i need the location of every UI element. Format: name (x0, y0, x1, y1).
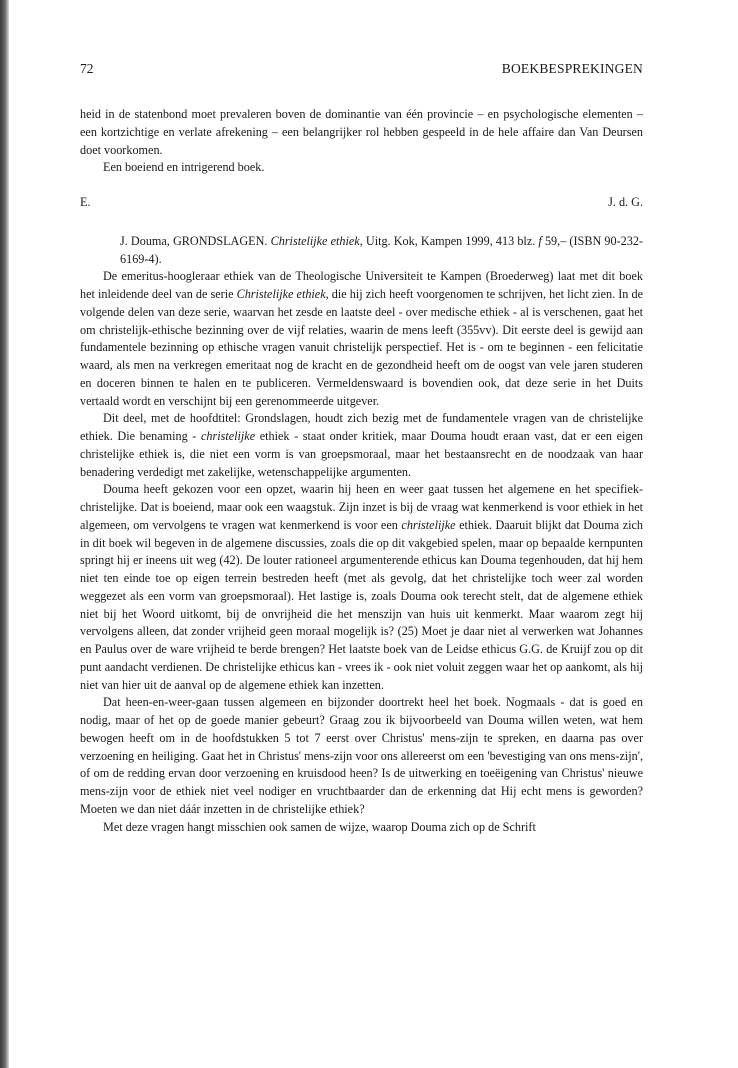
review-publisher: Uitg. Kok, Kampen 1999, 413 blz. (362, 233, 539, 248)
review-price-isbn: 59,– (ISBN 90-232-6169-4). (120, 233, 643, 266)
prev-review-signature (80, 194, 643, 212)
review-price-symbol: f (538, 233, 542, 248)
text-run: die hij zich heeft voorgenomen te schrijven, het licht zien. In de volgende delen van deze serie, waarvan het zesde en laatste deel - over medische ethiek - al is verschenen, gaat het om christelijk-ethische bezinning over de vijf relaties, waarin de mens leeft (355vv). Dit eerste deel is gewijd aan fundamentele bezinning op ethische vragen vanuit christelijk perspectief. Het is - om te beginnen - een felicitatie waard, als men na verkregen emeritaat nog de kracht en de gezondheid heeft om de oogst van vele jaren studeren en doceren binnen te halen en te publiceren. Vermeldenswaard is bovendien ook, dat deze serie in het Duits vertaald wordt en verschijnt bij een gerenommeerde uitgever. (80, 287, 643, 408)
page-header (80, 60, 643, 82)
page-number: 72 (80, 61, 94, 76)
running-title: BOEKBESPREKINGEN (501, 61, 643, 76)
review-paragraph-4: Dat heen-en-weer-gaan tussen algemeen en bijzonder doortrekt heel het boek. Nogmaals - dat is goed en nodig, maar of het op de goede manier gebeurt? Graag zou ik bijvoorbeeld van Douma willen weten, wat hem bewogen heeft om in de hoofdstukken 5 tot 7 eerst over Christus' mens-zijn te spreken, en daarna pas over verzoening en heiliging. Gaat het in Christus' mens-zijn voor ons allereerst om een 'bevestiging van ons mens-zijn', of om de redding ervan door verzoening en kruisdood heen? Is de uitwerking en toeëigening van Christus' nieuwe mens-zijn voor de ethiek niet veel nodiger en vruchtbaarder dan de erkenning dat Hij echt mens is geworden? Moeten we dan niet dáár inzetten in de christelijke ethiek? (80, 695, 643, 816)
text-run: ethiek - staat onder kritiek, maar Douma houdt eraan vast, dat er een eigen christelijke ethiek is, die niet een vorm is van groepsmoraal, maar het bestaansrecht en de noodzaak van haar benadering verdedigt met zakelijke, wetenschappelijke argumenten. (80, 429, 644, 479)
text-run: ethiek. Daaruit blijkt dat Douma zich in dit boek wil begeven in de algemene discussies, zoals die op dit vakgebied spelen, maar op bepaalde kernpunten springt hij er ineens uit weg (42). De louter rationeel argumenterende ethicus kan Douma tegenhouden, dat hij hem niet ten einde toe op eigen terrein bestreden heeft (met als gevolg, dat het christelijke toch weer zal worden weggezet als een vorm van groepsmoraal). Het lastige is, zoals Douma ook terecht stelt, dat de algemene ethiek niet bij het Woord uitkomt, bij de onvrijheid die het menszijn van huis uit kenmerkt. Maar waarom zegt hij vervolgens alleen, dat zonder vrijheid geen moraal mogelijk is? (25) Moet je daar niet al verwerken wat Johannes en Paulus over de ware vrijheid te berde brengen? Het laatste boek van de Leidse ethicus G.G. de Kruijf zou op dit punt aandacht verdienen. De christelijke ethicus kan - vrees ik - ook niet voluit zeggen waar het op aankomt, als hij niet van hier uit de aanval op de algemene ethiek kan inzetten. (80, 517, 643, 692)
prev-review-paragraph: heid in de statenbond moet prevaleren boven de dominantie van één provincie – en psychologische elementen – een kortzichtige en verlate afrekening – een belangrijker rol hebben gespeeld in de hele affaire dan Van Deursen doet voorkomen. (80, 107, 643, 157)
review-paragraph-1 (80, 268, 643, 410)
signature-initial-left: E. (80, 195, 91, 209)
text-run: Douma heeft gekozen voor een opzet, waarin hij heen en weer gaat tussen het algemene en het specifiek-christelijke. Dat is boeiend, maar ook een waagstuk. Zijn inzet is bij de vraag wat kenmerkend is voor ethiek in het algemeen, om vervolgens te vragen wat kenmerkend is voor een (80, 482, 643, 532)
emphasis: christelijke (401, 517, 456, 532)
review-paragraph-3 (80, 481, 643, 694)
review-author-title: J. Douma, GRONDSLAGEN. (120, 233, 271, 248)
review-paragraph-5: Met deze vragen hangt misschien ook samen de wijze, waarop Douma zich op de Schrift (103, 819, 536, 834)
book-page (80, 60, 643, 836)
review-paragraph-2 (80, 410, 643, 481)
series-title: Christelijke ethiek, (236, 287, 329, 301)
prev-review-closing: Een boeiend en intrigerend boek. (103, 160, 265, 175)
review-bibliographic-heading (80, 233, 643, 269)
text-run: De emeritus-hoogleraar ethiek van de Theologische Universiteit te Kampen (Broederweg) laat met dit boek het inleidende deel van de serie (80, 269, 643, 301)
emphasis: christelijke (200, 429, 256, 443)
scan-edge (0, 0, 9, 1068)
review-subtitle: Christelijke ethiek, (270, 233, 363, 248)
text-run: Dit deel, met de hoofdtitel: Grondslagen, houdt zich bezig met de fundamentele vragen van de christelijke ethiek. Die benaming - (80, 411, 643, 443)
reviewer-initials: J. d. G. (608, 195, 643, 209)
